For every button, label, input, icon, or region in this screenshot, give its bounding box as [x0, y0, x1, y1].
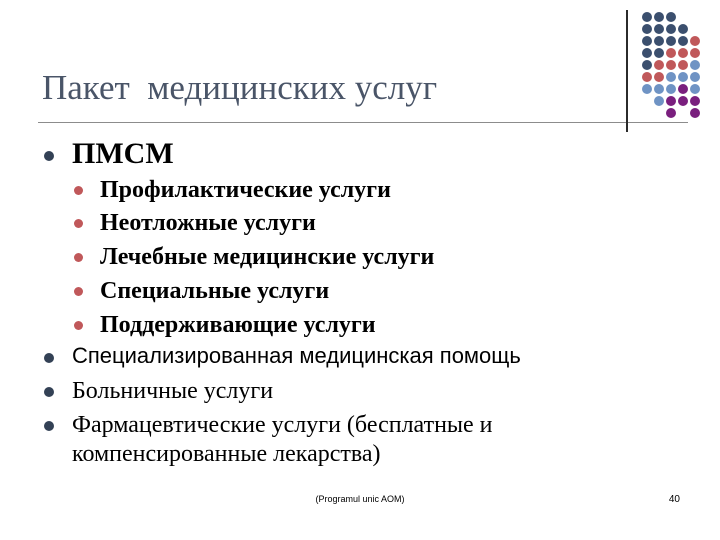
decor-dot	[654, 24, 664, 34]
sub-item-text: Специальные услуги	[100, 278, 330, 304]
decor-dot	[654, 60, 664, 70]
bullet-marker	[44, 151, 54, 161]
decor-dot	[666, 108, 676, 118]
decor-dot	[666, 24, 676, 34]
decor-dot	[666, 48, 676, 58]
decor-dot	[690, 72, 700, 82]
bullet-marker	[74, 287, 83, 296]
decor-dot	[666, 36, 676, 46]
decor-dot	[666, 12, 676, 22]
decor-dot	[690, 108, 700, 118]
decor-dot	[690, 84, 700, 94]
decor-dot	[654, 12, 664, 22]
bullet-text-pmsm: ПМСМ	[72, 137, 174, 170]
slide-footer: (Programul unic AOM)	[315, 494, 405, 504]
decor-dot	[666, 84, 676, 94]
bullet-text-pharma-line1: Фармацевтические услуги (бесплатные и	[72, 412, 493, 438]
bullet-marker	[44, 353, 54, 363]
bullet-marker	[74, 253, 83, 262]
decor-dot	[678, 84, 688, 94]
page-number: 40	[668, 494, 680, 505]
decor-dot	[642, 72, 652, 82]
decor-dot	[678, 48, 688, 58]
decor-dot	[642, 84, 652, 94]
bullet-marker	[74, 219, 83, 228]
decor-dot	[642, 60, 652, 70]
decor-dot	[654, 96, 664, 106]
decor-dot	[654, 36, 664, 46]
bullet-marker	[44, 421, 54, 431]
sub-item-text: Лечебные медицинские услуги	[100, 244, 435, 270]
decor-dot	[666, 72, 676, 82]
decorative-dot-grid	[632, 8, 712, 118]
decor-dot	[678, 60, 688, 70]
slide-title: Пакет медицинских услуг	[42, 68, 438, 107]
decor-dot	[642, 36, 652, 46]
decor-dot	[678, 24, 688, 34]
decor-dot	[690, 96, 700, 106]
decor-dot	[690, 48, 700, 58]
decor-dot	[654, 48, 664, 58]
decor-dot	[690, 60, 700, 70]
decor-dot	[642, 24, 652, 34]
decor-dot	[666, 96, 676, 106]
sub-item-text: Профилактические услуги	[100, 177, 391, 203]
decor-dot	[690, 36, 700, 46]
decorative-vertical-line	[626, 10, 628, 132]
bullet-marker	[74, 186, 83, 195]
decor-dot	[642, 48, 652, 58]
decor-dot	[666, 60, 676, 70]
bullet-marker	[74, 321, 83, 330]
decor-dot	[654, 72, 664, 82]
bullet-text-specialized: Специализированная медицинская помощь	[72, 343, 521, 368]
bullet-marker	[44, 387, 54, 397]
decor-dot	[654, 84, 664, 94]
decor-dot	[678, 72, 688, 82]
decor-dot	[642, 12, 652, 22]
decor-dot	[678, 96, 688, 106]
bullet-text-hospital: Больничные услуги	[72, 378, 274, 404]
bullet-text-pharma-line2: компенсированные лекарства)	[72, 441, 381, 467]
title-underline	[38, 122, 688, 123]
sub-item-text: Неотложные услуги	[100, 210, 316, 236]
decor-dot	[678, 36, 688, 46]
sub-item-text: Поддерживающие услуги	[100, 312, 376, 338]
